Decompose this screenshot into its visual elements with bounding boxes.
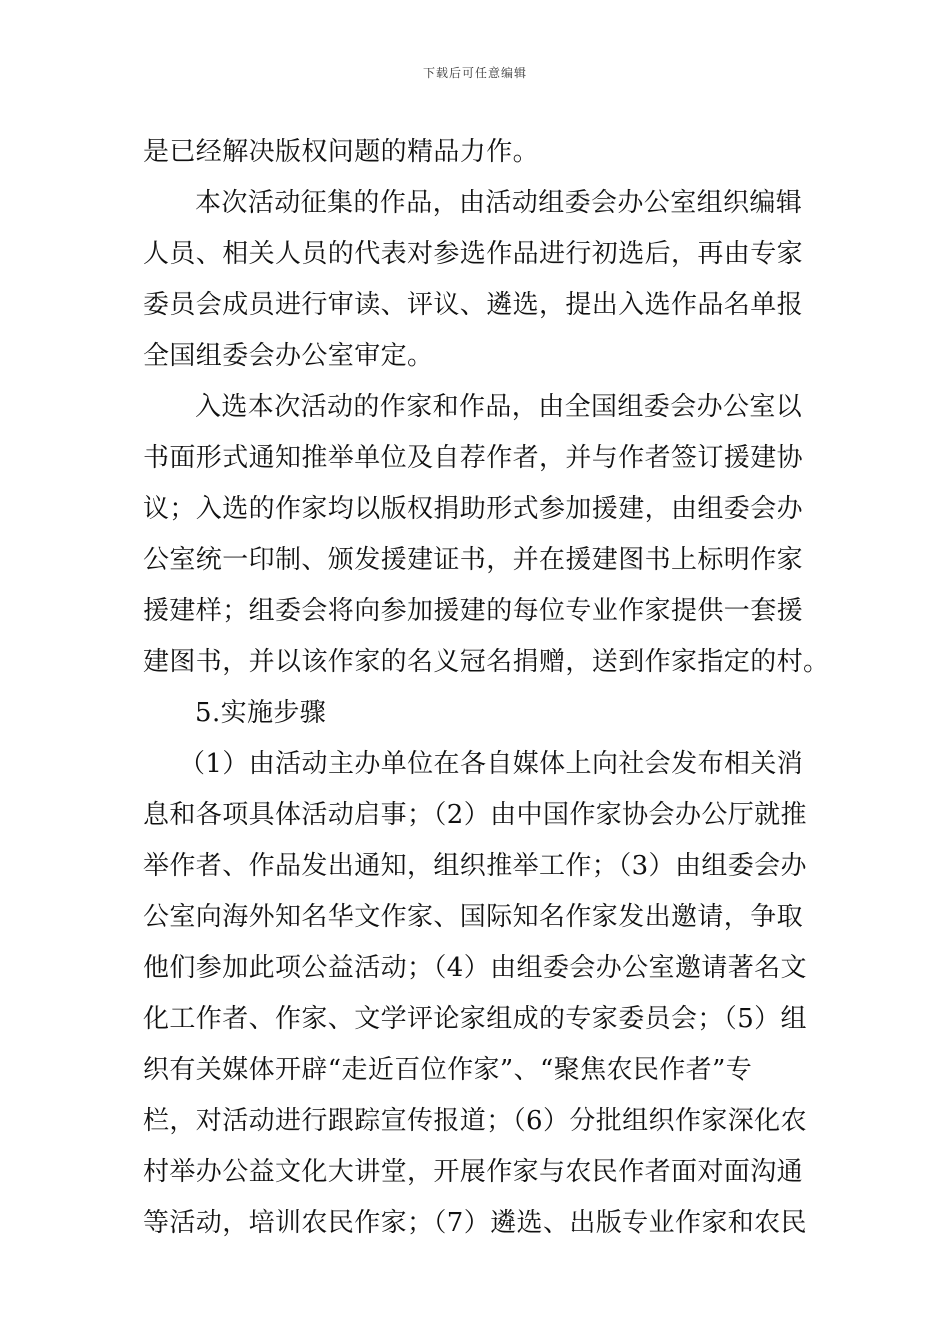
document-body [143,127,830,1249]
text-line: 援建样；组委会将向参加援建的每位专业作家提供一套援 [143,596,804,626]
text-line: 书面形式通知推举单位及自荐作者，并与作者签订援建协 [143,443,804,473]
section-heading: 5.实施步骤 [195,698,327,728]
text-line: 议；入选的作家均以版权捐助形式参加援建，由组委会办 [143,494,804,524]
text-line: 化工作者、作家、文学评论家组成的专家委员会；（5）组 [143,1004,807,1034]
text-line: 举作者、作品发出通知，组织推举工作；（3）由组委会办 [143,851,807,881]
text-line: 等活动，培训农民作家；（7）遴选、出版专业作家和农民 [143,1208,807,1238]
text-line: 建图书，并以该作家的名义冠名捐赠，送到作家指定的村。 [143,647,830,677]
page-header: 下载后可任意编辑 [422,66,527,80]
text-line: 委员会成员进行审读、评议、遴选，提出入选作品名单报 [143,290,804,320]
text-line: 息和各项具体活动启事；（2）由中国作家协会办公厅就推 [143,800,807,830]
text-line: 栏，对活动进行跟踪宣传报道；（6）分批组织作家深化农 [143,1106,807,1136]
text-line: 公室统一印制、颁发援建证书，并在援建图书上标明作家 [143,545,804,575]
text-line: 是已经解决版权问题的精品力作。 [143,137,540,167]
text-line: 人员、相关人员的代表对参选作品进行初选后，再由专家 [143,239,804,269]
paragraph-start-line: 本次活动征集的作品，由活动组委会办公室组织编辑 [195,188,803,218]
text-line: 织有关媒体开辟“走近百位作家”、“聚焦农民作者”专 [143,1055,753,1085]
text-line: 全国组委会办公室审定。 [143,341,434,371]
paragraph-start-line: （1）由活动主办单位在各自媒体上向社会发布相关消 [179,749,804,779]
paragraph-start-line: 入选本次活动的作家和作品，由全国组委会办公室以 [195,392,803,422]
text-line: 他们参加此项公益活动；（4）由组委会办公室邀请著名文 [143,953,807,983]
text-line: 村举办公益文化大讲堂，开展作家与农民作者面对面沟通 [143,1157,804,1187]
text-line: 公室向海外知名华文作家、国际知名作家发出邀请，争取 [143,902,804,932]
